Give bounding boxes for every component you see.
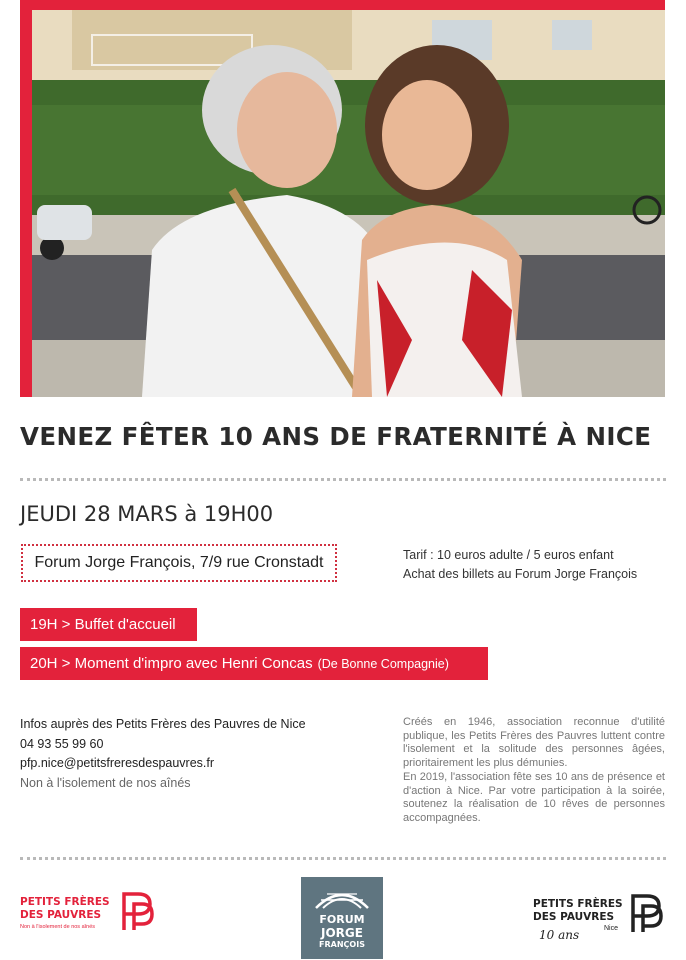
pfp-monogram-icon bbox=[629, 892, 665, 934]
tarif-tickets: Achat des billets au Forum Jorge François bbox=[403, 567, 638, 581]
about-paragraph-2: En 2019, l'association fête ses 10 ans de présence et d'action à Nice. Par votre participation à la soirée, soutenez la réalisation de 10 rêves de personnes accompagnées. bbox=[403, 770, 665, 824]
headline: VENEZ FÊTER 10 ANS DE FRATERNITÉ À NICE bbox=[20, 422, 652, 451]
venue-box bbox=[21, 544, 337, 582]
dotted-separator bbox=[20, 857, 666, 860]
pfp-monogram-icon bbox=[120, 890, 156, 932]
logo-forum-jorge-francois bbox=[301, 877, 383, 959]
logo-petits-freres-tagline: Non à l'isolement de nos aînés bbox=[20, 924, 96, 930]
contact-title: Infos auprès des Petits Frères des Pauvres de Nice bbox=[20, 717, 306, 731]
forum-logo-line3: FRANÇOIS bbox=[319, 940, 365, 949]
logo-nice-line1: PETITS FRÈRES bbox=[533, 898, 623, 910]
event-date: JEUDI 28 MARS à 19H00 bbox=[20, 502, 274, 526]
logo-petits-freres-line1: PETITS FRÈRES bbox=[20, 896, 110, 908]
forum-logo-line2: JORGE bbox=[321, 926, 363, 940]
program-item-impro-label: 20H > Moment d'impro avec Henri Concas bbox=[30, 655, 313, 672]
logo-nice-city: Nice bbox=[604, 925, 619, 932]
logo-petits-freres-line2: DES PAUVRES bbox=[20, 909, 102, 921]
program-item-impro bbox=[20, 647, 488, 680]
logo-nice-line2: DES PAUVRES bbox=[533, 911, 615, 923]
logo-petits-freres bbox=[20, 890, 160, 940]
venue-address: Forum Jorge François, 7/9 rue Cronstadt bbox=[34, 554, 324, 571]
logo-nice-years: 10 ans bbox=[539, 928, 580, 942]
program-item-buffet-label: 19H > Buffet d'accueil bbox=[30, 616, 176, 633]
logo-petits-freres-text bbox=[20, 896, 110, 922]
contact-email[interactable]: pfp.nice@petitsfreresdespauvres.fr bbox=[20, 756, 215, 770]
logo-petits-freres-nice bbox=[533, 890, 666, 946]
contact-slogan: Non à l'isolement de nos aînés bbox=[20, 775, 191, 790]
about-association bbox=[403, 716, 665, 826]
program-item-buffet bbox=[20, 608, 197, 641]
logo-nice-text bbox=[533, 898, 623, 924]
red-frame-top bbox=[20, 0, 665, 10]
contact-phone[interactable]: 04 93 55 99 60 bbox=[20, 736, 104, 751]
tarif-info bbox=[403, 546, 637, 584]
about-paragraph-1: Créés en 1946, association reconnue d'utilité publique, les Petits Frères des Pauvres luttent contre l'isolement et la solitude des personnes âgées, prioritairement les plus démunies. bbox=[403, 716, 665, 770]
red-frame-left bbox=[20, 0, 32, 397]
tarif-price: Tarif : 10 euros adulte / 5 euros enfant bbox=[403, 548, 614, 562]
dotted-separator bbox=[20, 478, 666, 481]
forum-arch-icon bbox=[313, 886, 371, 910]
hero-photo bbox=[32, 10, 665, 397]
program-item-impro-note: (De Bonne Compagnie) bbox=[317, 656, 449, 671]
forum-logo-line1: FORUM bbox=[319, 913, 365, 926]
contact-info bbox=[20, 715, 306, 793]
